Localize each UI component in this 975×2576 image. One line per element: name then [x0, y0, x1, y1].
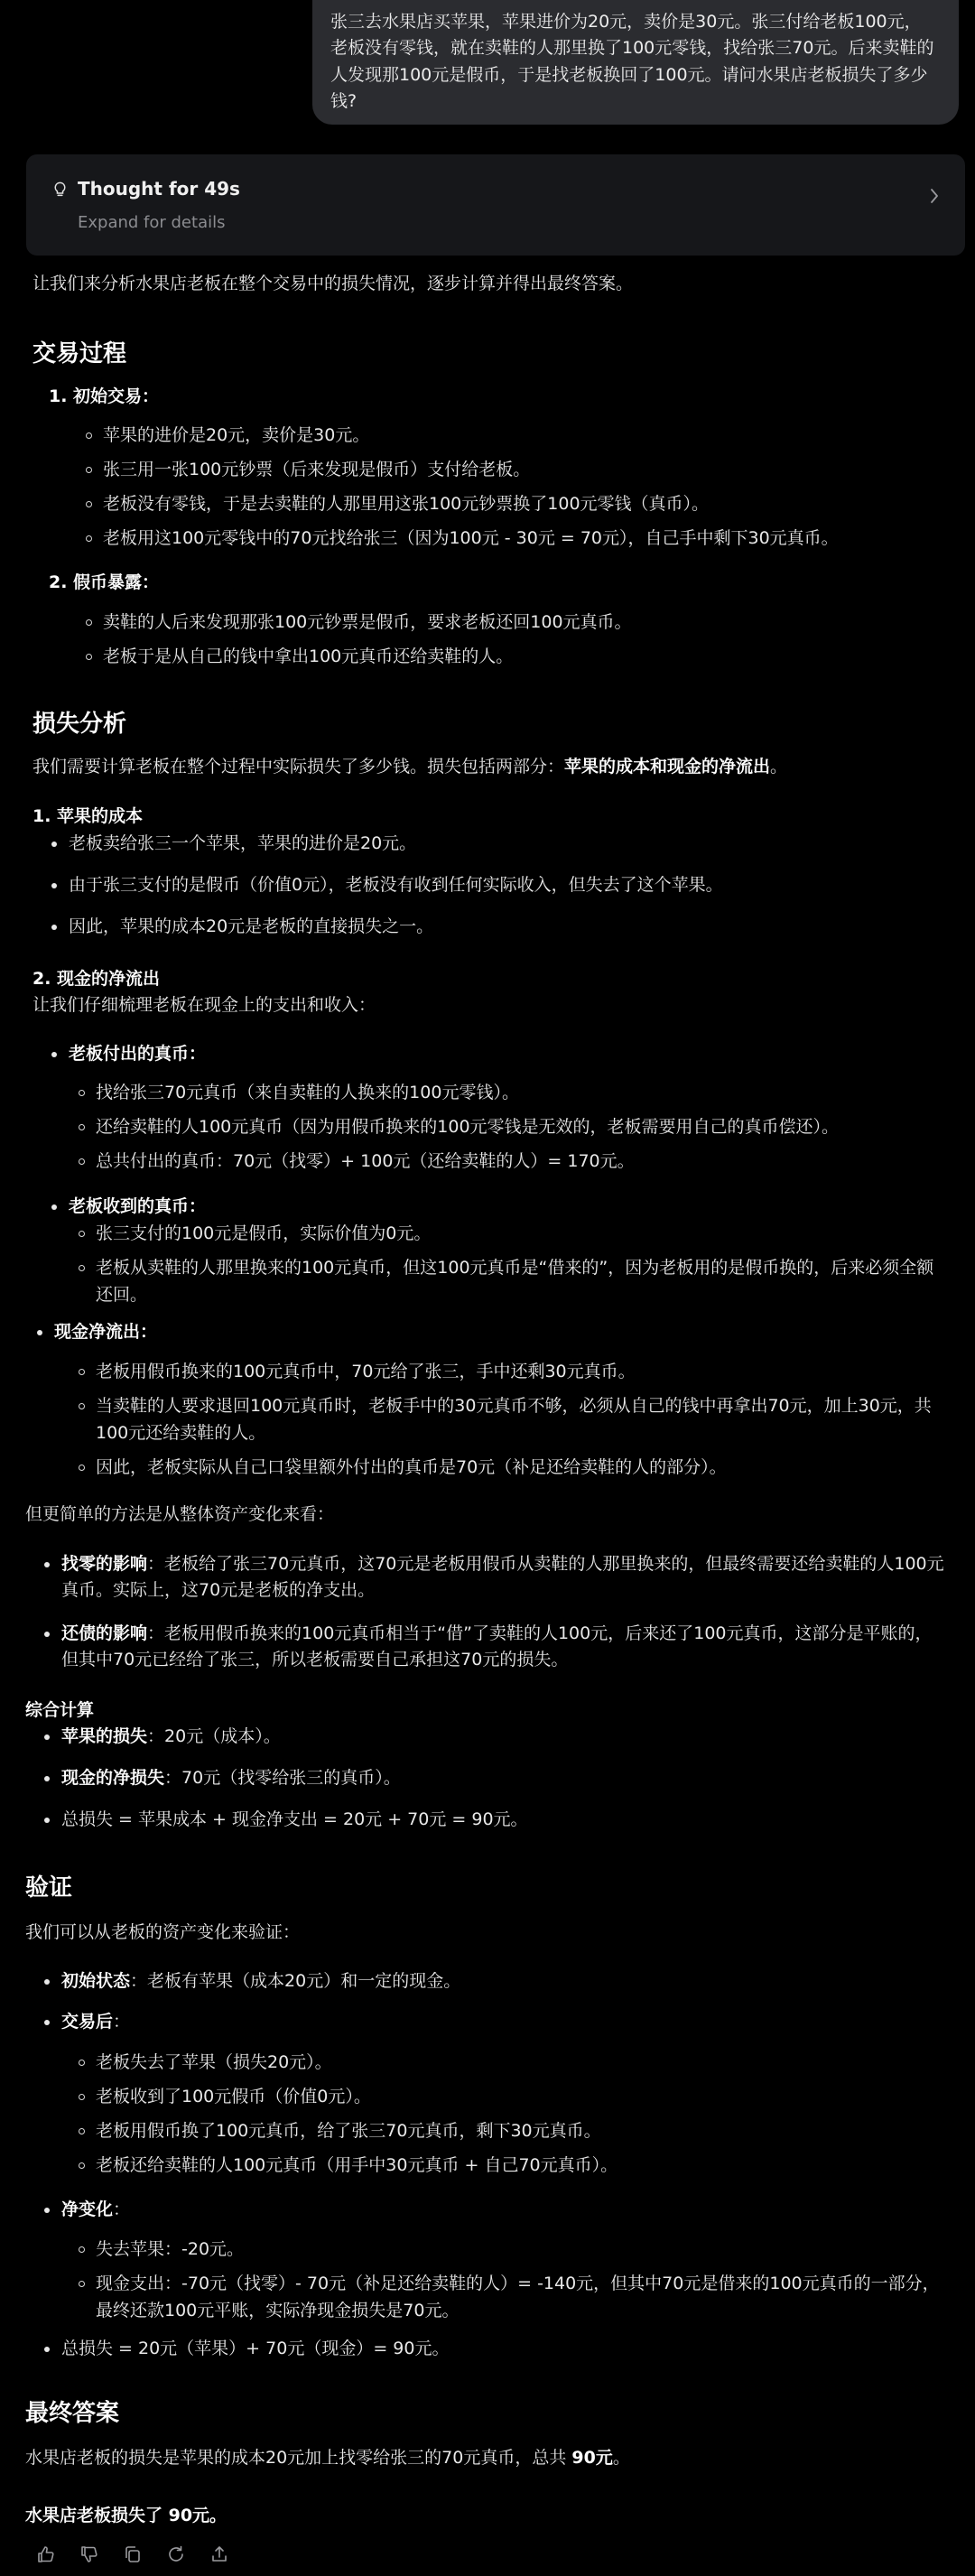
apple-label: 苹果的损失	[61, 1726, 148, 1746]
apple-text: ：20元（成本）。	[147, 1726, 281, 1746]
list-item: 老板收到了100元假币（价值0元）。	[96, 2084, 953, 2118]
after-colon: ：	[113, 2012, 131, 2032]
cashloss-text: ：70元（找零给张三的真币）。	[164, 1768, 401, 1788]
paid-title-text: 老板付出的真币：	[69, 1044, 207, 1064]
list-item: 老板没有零钱，于是去卖鞋的人那里用这张100元钞票换了100元零钱（真币）。	[103, 491, 961, 525]
message-actions	[36, 2544, 229, 2564]
list-item: 老板卖给张三一个苹果，苹果的进价是20元。	[69, 831, 962, 872]
list-item: 因此，老板实际从自己口袋里额外付出的真币是70元（补足还给卖鞋的人的部分）。	[96, 1455, 944, 1481]
list-item	[61, 2009, 946, 2035]
recv-title	[69, 1194, 962, 1220]
regenerate-icon[interactable]	[166, 2544, 186, 2564]
lightbulb-icon	[51, 181, 69, 198]
heading-final: 最终答案	[25, 2400, 120, 2427]
netchg-list	[96, 2237, 953, 2324]
cashloss-label: 现金的净损失	[61, 1768, 165, 1788]
total-list	[61, 1724, 946, 1848]
list-item	[61, 2197, 946, 2223]
cost-heading: 1. 苹果的成本	[32, 806, 144, 826]
thought-subtitle: Expand for details	[78, 213, 226, 232]
recv-block	[69, 1194, 962, 1220]
list-item: 老板失去了苹果（损失20元）。	[96, 2050, 953, 2084]
list-item: 现金支出：-70元（找零）- 70元（补足还给卖鞋的人）= -140元，但其中70元是借来的100元真币的一部分，最终还款100元平账，实际净现金损失是70元。	[96, 2271, 953, 2324]
list-item: 老板从卖鞋的人那里换来的100元真币，但这100元真币是“借来的”，因为老板用的是假币换的，后来必须全额还回。	[96, 1255, 944, 1308]
verify-intro: 我们可以从老板的资产变化来验证：	[25, 1922, 301, 1942]
step2-list	[103, 609, 961, 678]
simple-intro: 但更简单的方法是从整体资产变化来看：	[25, 1504, 335, 1524]
netchg-label: 净变化	[61, 2199, 114, 2219]
chevron-right-icon[interactable]	[929, 187, 940, 205]
list-item	[61, 1621, 946, 1674]
loss-intro	[32, 754, 787, 780]
change-label: 找零的影响	[61, 1554, 148, 1574]
after-label: 交易后	[61, 2012, 114, 2032]
user-message-text: 张三去水果店买苹果，苹果进价为20元，卖价是30元。张三付给老板100元，老板没有零钱，就在卖鞋的人那里换了100元零钱，找给张三70元。后来卖鞋的人发现那100元是假币，于是找老板换回了100元。请问水果店老板损失了多少钱?	[330, 12, 934, 112]
thought-title: Thought for 49s	[78, 178, 240, 200]
simple-list	[61, 1551, 946, 1674]
verify-net	[61, 2197, 946, 2223]
verify-total	[61, 2336, 946, 2362]
list-item	[61, 1724, 946, 1765]
cash-intro: 让我们仔细梳理老板在现金上的支出和收入：	[32, 995, 376, 1015]
cost-list	[69, 831, 962, 955]
list-item: 总损失 = 20元（苹果）+ 70元（现金）= 90元。	[61, 2336, 946, 2362]
list-item: 找给张三70元真币（来自卖鞋的人换来的100元零钱）。	[96, 1080, 962, 1114]
heading-verify: 验证	[25, 1874, 73, 1902]
thumb-down-icon[interactable]	[79, 2544, 99, 2564]
list-item	[61, 1765, 946, 1807]
list-item: 由于张三支付的是假币（价值0元），老板没有收到任何实际收入，但失去了这个苹果。	[69, 872, 962, 914]
thought-panel[interactable]	[26, 154, 965, 256]
repay-label: 还债的影响	[61, 1623, 148, 1643]
list-item: 当卖鞋的人要求退回100元真币时，老板手中的30元真币不够，必须从自己的钱中再拿出70元，加上30元，共100元还给卖鞋的人。	[96, 1393, 944, 1446]
loss-intro-end: 。	[770, 757, 788, 777]
loss-intro-text: 我们需要计算老板在整个过程中实际损失了多少钱。损失包括两部分：	[32, 757, 565, 777]
list-item: 总损失 = 苹果成本 + 现金净支出 = 20元 + 70元 = 90元。	[61, 1807, 946, 1848]
step1-title: 1. 初始交易：	[49, 386, 160, 406]
net-title-text: 现金净流出：	[54, 1322, 158, 1342]
final-line-bold: 90元	[571, 2448, 613, 2468]
step1-list	[103, 423, 961, 560]
paid-list	[96, 1080, 962, 1183]
list-item: 失去苹果：-20元。	[96, 2237, 953, 2263]
list-item: 总共付出的真币：70元（找零）+ 100元（还给卖鞋的人）= 170元。	[96, 1149, 962, 1183]
share-icon[interactable]	[209, 2544, 229, 2564]
copy-icon[interactable]	[123, 2544, 143, 2564]
list-item: 老板用假币换来的100元真币中，70元给了张三，手中还剩30元真币。	[96, 1359, 944, 1385]
paid-block	[69, 1041, 962, 1067]
list-item: 张三用一张100元钞票（后来发现是假币）支付给老板。	[103, 457, 961, 491]
final-line	[25, 2445, 630, 2471]
list-item: 老板还给卖鞋的人100元真币（用手中30元真币 + 自己70元真币）。	[96, 2153, 953, 2187]
list-item: 老板用这100元零钱中的70元找给张三（因为100元 - 30元 = 70元），自己手中剩下30元真币。	[103, 525, 961, 560]
init-label: 初始状态	[61, 1971, 131, 1991]
thumb-up-icon[interactable]	[36, 2544, 56, 2564]
paid-title	[69, 1041, 962, 1067]
list-item	[61, 1551, 946, 1604]
after-list	[96, 2050, 953, 2187]
init-text: ：老板有苹果（成本20元）和一定的现金。	[130, 1971, 461, 1991]
step2-title: 2. 假币暴露：	[49, 572, 160, 592]
recv-title-text: 老板收到的真币：	[69, 1196, 207, 1216]
list-item: 老板用假币换了100元真币，给了张三70元真币，剩下30元真币。	[96, 2118, 953, 2153]
final-line-end: 。	[612, 2448, 630, 2468]
loss-intro-bold: 苹果的成本和现金的净流出	[564, 757, 771, 777]
net-list	[96, 1359, 944, 1482]
net-title	[54, 1319, 957, 1345]
final-line-text: 水果店老板的损失是苹果的成本20元加上找零给张三的70元真币，总共	[25, 2448, 572, 2468]
total-heading: 综合计算	[25, 1700, 95, 1720]
verify-after	[61, 2009, 946, 2035]
list-item: 老板于是从自己的钱中拿出100元真币还给卖鞋的人。	[103, 644, 961, 678]
list-item: 还给卖鞋的人100元真币（因为用假币换来的100元零钱是无效的，老板需要用自己的真币偿还）。	[96, 1114, 962, 1149]
list-item: 苹果的进价是20元，卖价是30元。	[103, 423, 961, 457]
list-item: 卖鞋的人后来发现那张100元钞票是假币，要求老板还回100元真币。	[103, 609, 961, 644]
list-item: 张三支付的100元是假币，实际价值为0元。	[96, 1221, 944, 1247]
heading-loss-analysis: 损失分析	[32, 711, 127, 738]
verify-init	[61, 1968, 946, 1995]
intro-text: 让我们来分析水果店老板在整个交易中的损失情况，逐步计算并得出最终答案。	[32, 274, 634, 293]
net-block	[54, 1319, 957, 1345]
netchg-colon: ：	[113, 2199, 131, 2219]
list-item: 因此，苹果的成本20元是老板的直接损失之一。	[69, 914, 962, 955]
repay-text: ：老板用假币换来的100元真币相当于“借”了卖鞋的人100元，后来还了100元真币，这部分是平账的，但其中70元已经给了张三，所以老板需要自己承担这70元的损失。	[61, 1623, 933, 1670]
user-message-bubble	[312, 0, 959, 125]
recv-list	[96, 1221, 944, 1308]
list-item	[61, 1968, 946, 1995]
heading-transaction: 交易过程	[32, 340, 127, 367]
final-answer: 水果店老板损失了 90元。	[25, 2506, 228, 2525]
cash-heading: 2. 现金的净流出	[32, 969, 161, 989]
change-text: ：老板给了张三70元真币，这70元是老板用假币从卖鞋的人那里换来的，但最终需要还给卖鞋的人100元真币。实际上，这70元是老板的净支出。	[61, 1554, 944, 1601]
